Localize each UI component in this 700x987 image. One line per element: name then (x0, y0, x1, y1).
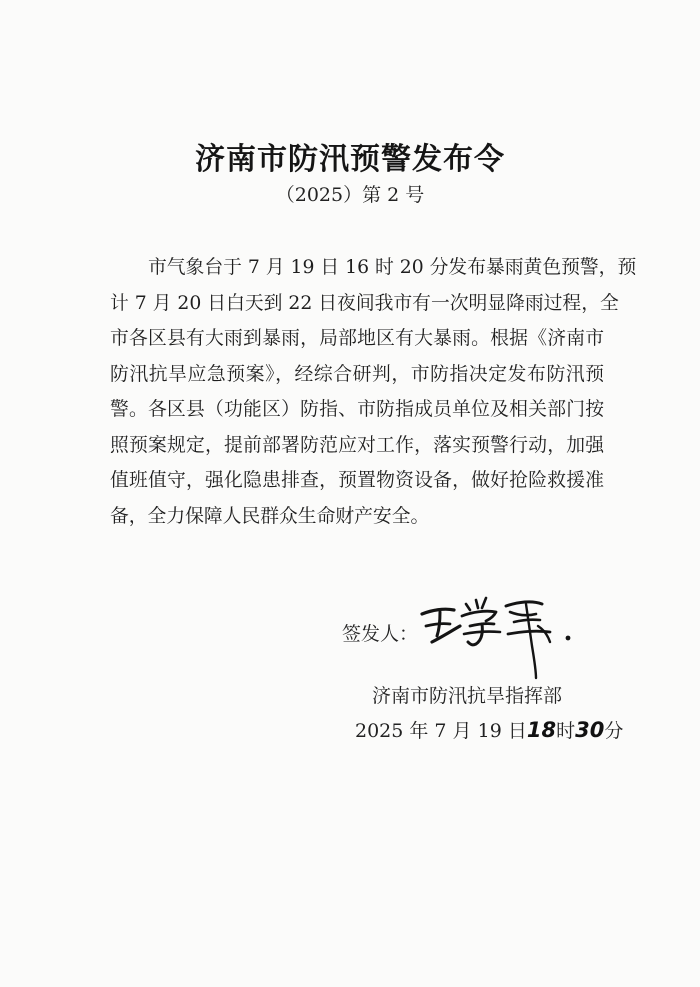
issue-hour-unit: 时 (556, 720, 576, 742)
issue-hour-handwritten: 18 (526, 718, 557, 742)
handwritten-signature (410, 586, 590, 686)
body-line: 照预案规定，提前部署防范应对工作，落实预警行动，加强 (110, 434, 604, 456)
issue-minute-unit: 分 (604, 720, 624, 742)
body-line: 值班值守，强化隐患排查，预置物资设备，做好抢险救援准 (110, 470, 604, 491)
signer-label: 签发人： (342, 623, 419, 645)
issue-date-printed: 2025 年 7 月 19 日 (355, 720, 527, 742)
body-line: 备，全力保障人民群众生命财产安全。 (110, 505, 430, 527)
document-title: 济南市防汛预警发布令 (195, 142, 505, 177)
body-line: 计 7 月 20 日白天到 22 日夜间我市有一次明显降雨过程，全 (110, 292, 619, 314)
issue-date (355, 716, 623, 743)
issue-minute-handwritten: 30 (575, 718, 605, 742)
body-line: 市气象台于 7 月 19 日 16 时 20 分发布暴雨黄色预警，预 (148, 257, 637, 278)
body-line: 市各区县有大雨到暴雨，局部地区有大暴雨。根据《济南市 (110, 328, 604, 349)
document-number: （2025）第 2 号 (275, 184, 425, 206)
issuing-organization: 济南市防汛抗旱指挥部 (372, 685, 563, 707)
body-line: 防汛抗旱应急预案》，经综合研判，市防指决定发布防汛预 (110, 363, 604, 385)
body-line: 警。各区县（功能区）防指、市防指成员单位及相关部门按 (110, 399, 604, 420)
document-body (110, 250, 637, 534)
